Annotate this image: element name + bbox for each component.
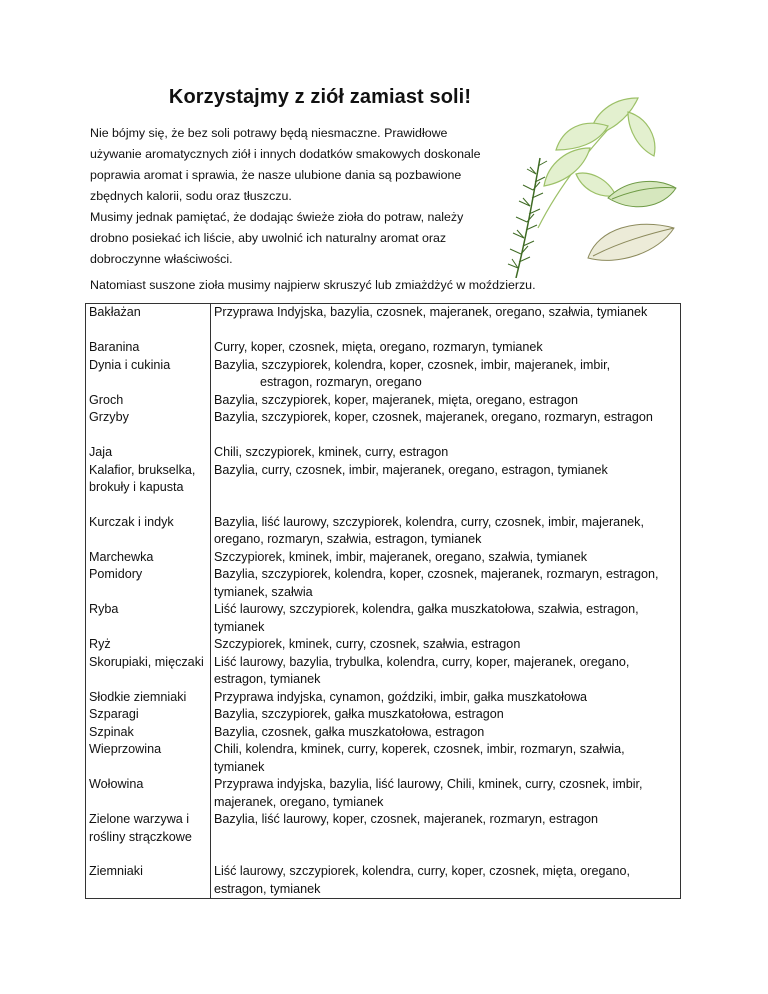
page-title: Korzystajmy z ziół zamiast soli!: [168, 86, 472, 108]
spices-cell: Przyprawa Indyjska, bazylia, czosnek, majeranek, oregano, szałwia, tymianek: [211, 304, 681, 340]
food-cell: Ryż: [86, 636, 211, 654]
spices-cell: Curry, koper, czosnek, mięta, oregano, rozmaryn, tymianek: [211, 339, 681, 357]
table-row: [86, 741, 681, 776]
table-row: [86, 514, 681, 549]
food-cell: Ziemniaki: [86, 863, 211, 899]
spices-cell: Bazylia, szczypiorek, gałka muszkatołowa, estragon: [211, 706, 681, 724]
food-cell: Zielone warzywa i rośliny strączkowe: [86, 811, 211, 863]
table-row: [86, 409, 681, 444]
table-row: [86, 339, 681, 357]
food-cell: Pomidory: [86, 566, 211, 601]
table-row: [86, 636, 681, 654]
food-cell: Wołowina: [86, 776, 211, 811]
spices-text-continued: estragon, rozmaryn, oregano: [260, 375, 422, 389]
food-cell: Szparagi: [86, 706, 211, 724]
table-row: [86, 392, 681, 410]
food-cell: Szpinak: [86, 724, 211, 742]
table-row: [86, 462, 681, 514]
table-row: [86, 601, 681, 636]
spices-text: Bazylia, szczypiorek, kolendra, koper, czosnek, imbir, majeranek, imbir,: [214, 357, 611, 372]
spices-cell: Bazylia, liść laurowy, szczypiorek, kolendra, curry, czosnek, imbir, majeranek, oregano, rozmaryn, szałwia, estragon, tymianek: [211, 514, 681, 549]
spices-cell: [211, 357, 681, 392]
food-cell: Kalafior, brukselka, brokuły i kapusta: [86, 462, 211, 514]
spices-cell: Bazylia, czosnek, gałka muszkatołowa, estragon: [211, 724, 681, 742]
spices-cell: Przyprawa indyjska, bazylia, liść laurowy, Chili, kminek, curry, czosnek, imbir, majeranek, oregano, tymianek: [211, 776, 681, 811]
leaf-sprig-icon: [538, 98, 655, 228]
intro-paragraph: Nie bójmy się, że bez soli potrawy będą niesmaczne. Prawidłowe używanie aromatycznych ziół i innych dodatków smakowych doskonale poprawia aromat i sprawia, że nasze ulubione dania są pozbawione zbędnych kalorii, sodu oraz tłuszczu.: [90, 126, 481, 203]
table-row: [86, 689, 681, 707]
spices-cell: Bazylia, liść laurowy, koper, czosnek, majeranek, rozmaryn, estragon: [211, 811, 681, 863]
spices-cell: Szczypiorek, kminek, curry, czosnek, szałwia, estragon: [211, 636, 681, 654]
table-row: [86, 654, 681, 689]
food-cell: Jaja: [86, 444, 211, 462]
spices-cell: Bazylia, szczypiorek, koper, majeranek, mięta, oregano, estragon: [211, 392, 681, 410]
food-cell: Grzyby: [86, 409, 211, 444]
table-row: [86, 811, 681, 863]
food-cell: Ryba: [86, 601, 211, 636]
table-row: [86, 549, 681, 567]
spices-cell: Bazylia, szczypiorek, koper, czosnek, majeranek, oregano, rozmaryn, estragon: [211, 409, 681, 444]
spices-cell: Liść laurowy, szczypiorek, kolendra, curry, koper, czosnek, mięta, oregano, estragon, tymianek: [211, 863, 681, 899]
spices-cell: Liść laurowy, szczypiorek, kolendra, gałka muszkatołowa, szałwia, estragon, tymianek: [211, 601, 681, 636]
food-cell: Skorupiaki, mięczaki: [86, 654, 211, 689]
food-cell: Kurczak i indyk: [86, 514, 211, 549]
food-cell: Groch: [86, 392, 211, 410]
herbs-illustration: [478, 78, 678, 278]
spices-cell: Szczypiorek, kminek, imbir, majeranek, oregano, szałwia, tymianek: [211, 549, 681, 567]
spices-cell: Chili, szczypiorek, kminek, curry, estragon: [211, 444, 681, 462]
dried-herbs-paragraph: Natomiast suszone zioła musimy najpierw skruszyć lub zmiażdżyć w moździerzu.: [90, 278, 536, 292]
spices-cell: Liść laurowy, bazylia, trybulka, kolendra, curry, koper, majeranek, oregano, estragon, tymianek: [211, 654, 681, 689]
food-cell: Wieprzowina: [86, 741, 211, 776]
spices-cell: Przyprawa indyjska, cynamon, goździki, imbir, gałka muszkatołowa: [211, 689, 681, 707]
spices-cell: Chili, kolendra, kminek, curry, koperek, czosnek, imbir, rozmaryn, szałwia, tymianek: [211, 741, 681, 776]
table-row: [86, 304, 681, 340]
table-row: [86, 724, 681, 742]
table-row: [86, 566, 681, 601]
food-cell: Baranina: [86, 339, 211, 357]
spices-cell: Bazylia, szczypiorek, kolendra, koper, czosnek, majeranek, rozmaryn, estragon, tymianek, szałwia: [211, 566, 681, 601]
table-row: [86, 444, 681, 462]
spices-cell: Bazylia, curry, czosnek, imbir, majeranek, oregano, estragon, tymianek: [211, 462, 681, 514]
fresh-herbs-paragraph: Musimy jednak pamiętać, że dodając świeże zioła do potraw, należy drobno posiekać ich liście, aby uwolnić ich naturalny aromat oraz dobroczynne właściwości.: [90, 210, 464, 266]
food-cell: Słodkie ziemniaki: [86, 689, 211, 707]
table-row: [86, 706, 681, 724]
food-cell: Bakłażan: [86, 304, 211, 340]
table-row: [86, 357, 681, 392]
herb-pairing-table: [85, 303, 681, 899]
table-row: [86, 863, 681, 899]
table-row: [86, 776, 681, 811]
food-cell: Marchewka: [86, 549, 211, 567]
food-cell: Dynia i cukinia: [86, 357, 211, 392]
rosemary-icon: [508, 158, 547, 278]
